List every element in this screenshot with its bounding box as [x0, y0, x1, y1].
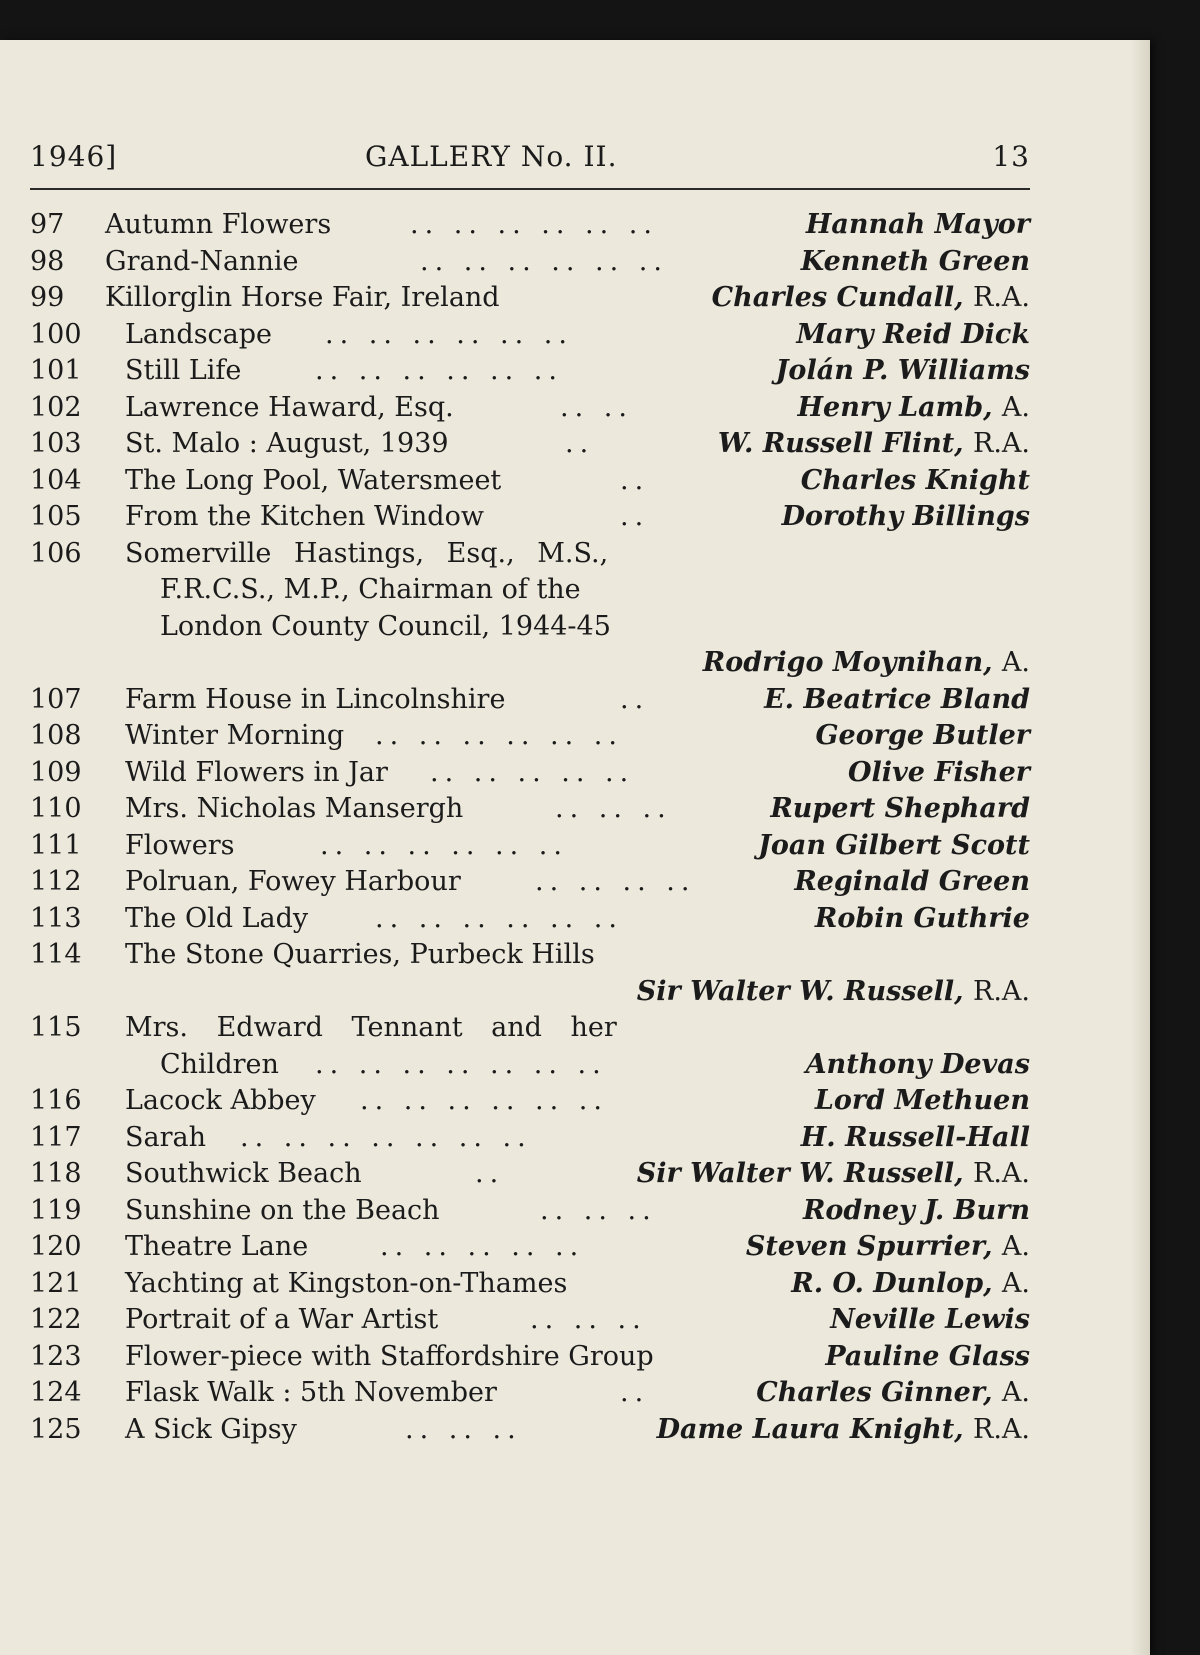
list-item [30, 1339, 1030, 1376]
dot-leader: .. .. .. .. .. [430, 756, 635, 788]
entry-title: Sunshine on the Beach [125, 1194, 440, 1226]
entry-number: 117 [30, 1121, 82, 1153]
entry-number: 103 [30, 428, 82, 459]
entry-artist: Dorothy Billings [781, 501, 1030, 532]
dot-leader: .. .. .. .. .. .. [375, 720, 623, 751]
entry-number: 119 [30, 1194, 82, 1226]
dot-leader: .. .. [560, 391, 633, 423]
entry-number: 121 [30, 1267, 82, 1299]
entry-artist: Sir Walter W. Russell, R.A. [636, 975, 1030, 1007]
entry-number: 97 [30, 209, 65, 240]
entry-number: 101 [30, 355, 82, 386]
entry-artist: Charles Knight [800, 464, 1030, 496]
entry-title: St. Malo : August, 1939 [125, 428, 449, 459]
header-year: 1946] [30, 140, 118, 173]
entry-number: 102 [30, 391, 82, 423]
entry-title-continued: F.R.C.S., M.P., Chairman of the [160, 574, 581, 605]
entry-number: 98 [30, 245, 65, 277]
entry-artist: R. O. Dunlop, A. [791, 1267, 1030, 1299]
entry-number: 106 [30, 537, 82, 569]
entry-artist: Mary Reid Dick [796, 318, 1030, 350]
entry-number: 112 [30, 866, 82, 897]
entry-number: 113 [30, 902, 82, 934]
entry-title: Lacock Abbey [125, 1085, 316, 1116]
dot-leader: .. .. .. [540, 1194, 657, 1226]
entry-title: Lawrence Haward, Esq. [125, 391, 454, 423]
entry-artist: Henry Lamb, A. [797, 391, 1030, 423]
list-item [30, 1302, 1030, 1339]
header-rule [30, 188, 1030, 190]
dot-leader: .. [565, 428, 595, 459]
dot-leader: .. .. .. .. .. .. .. [315, 1048, 607, 1080]
entry-title: Killorglin Horse Fair, Ireland [105, 282, 500, 313]
list-item [30, 244, 1030, 281]
entry-artist: Rupert Shephard [770, 793, 1030, 824]
entry-artist: Sir Walter W. Russell, R.A. [636, 1158, 1030, 1189]
entry-artist: George Butler [815, 720, 1030, 751]
list-item [30, 1193, 1030, 1230]
dot-leader: .. .. .. .. .. [380, 1231, 585, 1262]
entry-title: Winter Morning [125, 720, 345, 751]
entry-artist: Charles Cundall, R.A. [711, 282, 1030, 313]
list-item [30, 1120, 1030, 1157]
entry-number: 114 [30, 939, 82, 970]
list-item [30, 1375, 1030, 1412]
entry-number: 125 [30, 1413, 82, 1445]
dot-leader: .. [475, 1158, 505, 1189]
entry-title: Landscape [125, 318, 273, 350]
entry-artist: Rodrigo Moynihan, A. [702, 647, 1030, 678]
list-item [30, 317, 1030, 354]
page-edge [1130, 40, 1150, 1655]
entry-number: 105 [30, 501, 82, 532]
entry-title: Yachting at Kingston-on-Thames [125, 1267, 568, 1299]
entry-title: Wild Flowers in Jar [125, 756, 388, 788]
list-item [30, 864, 1030, 901]
entry-artist: Jolán P. Williams [775, 355, 1030, 386]
entry-artist: Anthony Devas [805, 1048, 1030, 1080]
entry-artist: Pauline Glass [825, 1340, 1030, 1372]
dot-leader: .. .. .. .. .. .. [360, 1085, 608, 1116]
list-item [30, 1229, 1030, 1266]
entry-title: Southwick Beach [125, 1158, 362, 1189]
entry-title: Still Life [125, 355, 242, 386]
list-item [30, 828, 1030, 865]
list-item [30, 682, 1030, 719]
entry-artist: Dame Laura Knight, R.A. [656, 1413, 1030, 1445]
list-item-continuation [30, 645, 1030, 682]
entry-title: The Long Pool, Watersmeet [125, 464, 502, 496]
list-item [30, 280, 1030, 317]
entry-number: 100 [30, 318, 82, 350]
entry-title: From the Kitchen Window [125, 501, 484, 532]
entry-artist: Steven Spurrier, A. [745, 1231, 1030, 1262]
entry-artist: W. Russell Flint, R.A. [717, 428, 1030, 459]
list-item [30, 1083, 1030, 1120]
entry-title: Flask Walk : 5th November [125, 1377, 497, 1408]
entry-number: 108 [30, 720, 82, 751]
entry-artist: Charles Ginner, A. [756, 1377, 1030, 1408]
list-item-continuation [30, 609, 1030, 646]
entry-title: The Old Lady [125, 902, 309, 934]
dot-leader: .. [620, 464, 650, 496]
dot-leader: .. .. .. .. [535, 866, 696, 897]
entry-artist: Neville Lewis [830, 1304, 1030, 1335]
entry-title-continued: London County Council, 1944-45 [160, 610, 611, 642]
list-item-continuation [30, 1047, 1030, 1084]
list-item [30, 390, 1030, 427]
entry-title: Somerville Hastings, Esq., M.S., [125, 537, 609, 569]
entry-artist: Lord Methuen [814, 1085, 1030, 1116]
entry-title: Theatre Lane [125, 1231, 309, 1262]
entry-number: 123 [30, 1340, 82, 1372]
entry-title: Flowers [125, 829, 235, 861]
entry-number: 111 [30, 829, 82, 861]
list-item [30, 937, 1030, 974]
entry-number: 118 [30, 1158, 82, 1189]
entry-number: 104 [30, 464, 82, 496]
entry-artist: Kenneth Green [800, 245, 1030, 277]
dot-leader: .. .. .. [555, 793, 672, 824]
entry-artist: H. Russell-Hall [800, 1121, 1030, 1153]
dot-leader: .. .. .. .. .. .. [410, 209, 658, 240]
running-head [30, 140, 1030, 180]
entry-list [30, 207, 1030, 1448]
entry-title: The Stone Quarries, Purbeck Hills [125, 939, 595, 970]
page-title: GALLERY No. II. [365, 140, 618, 173]
entry-title-continued: Children [160, 1048, 279, 1080]
catalogue-page [0, 40, 1150, 1655]
entry-number: 115 [30, 1012, 82, 1043]
entry-number: 124 [30, 1377, 82, 1408]
entry-artist: Reginald Green [794, 866, 1030, 897]
list-item [30, 1266, 1030, 1303]
entry-number: 99 [30, 282, 65, 313]
entry-title: A Sick Gipsy [125, 1413, 297, 1445]
entry-artist: Robin Guthrie [814, 902, 1030, 934]
dot-leader: .. .. .. .. .. .. .. [240, 1121, 532, 1153]
list-item [30, 1010, 1030, 1047]
entry-artist: E. Beatrice Bland [764, 683, 1030, 715]
entry-title: Farm House in Lincolnshire [125, 683, 506, 715]
entry-title: Mrs. Nicholas Mansergh [125, 793, 464, 824]
list-item [30, 463, 1030, 500]
entry-title: Portrait of a War Artist [125, 1304, 439, 1335]
entry-artist: Olive Fisher [848, 756, 1030, 788]
entry-title: Grand-Nannie [105, 245, 299, 277]
dot-leader: .. [620, 501, 650, 532]
dot-leader: .. .. .. .. .. .. [420, 245, 668, 277]
entry-title: Autumn Flowers [105, 209, 332, 240]
dot-leader: .. [620, 683, 650, 715]
entry-number: 109 [30, 756, 82, 788]
entry-artist: Rodney J. Burn [802, 1194, 1030, 1226]
entry-title: Sarah [125, 1121, 206, 1153]
dot-leader: .. .. .. [405, 1413, 522, 1445]
dot-leader: .. .. .. .. .. .. [315, 355, 563, 386]
entry-number: 120 [30, 1231, 82, 1262]
entry-number: 116 [30, 1085, 82, 1116]
list-item [30, 499, 1030, 536]
list-item [30, 207, 1030, 244]
dot-leader: .. .. .. .. .. .. [375, 902, 623, 934]
list-item [30, 353, 1030, 390]
entry-title: Mrs. Edward Tennant and her [125, 1012, 617, 1043]
entry-number: 122 [30, 1304, 82, 1335]
list-item [30, 1156, 1030, 1193]
list-item [30, 901, 1030, 938]
page-number: 13 [992, 140, 1030, 173]
list-item [30, 791, 1030, 828]
entry-number: 110 [30, 793, 82, 824]
entry-number: 107 [30, 683, 82, 715]
dot-leader: .. .. .. .. .. .. [320, 829, 568, 861]
entry-title: Flower-piece with Staffordshire Group [125, 1340, 654, 1372]
list-item [30, 755, 1030, 792]
dot-leader: .. .. .. .. .. .. [325, 318, 573, 350]
dot-leader: .. .. .. [530, 1304, 647, 1335]
list-item-continuation [30, 974, 1030, 1011]
entry-title: Polruan, Fowey Harbour [125, 866, 461, 897]
entry-artist: Hannah Mayor [805, 209, 1030, 240]
dot-leader: .. [620, 1377, 650, 1408]
list-item [30, 426, 1030, 463]
list-item [30, 718, 1030, 755]
list-item [30, 536, 1030, 573]
list-item-continuation [30, 572, 1030, 609]
list-item [30, 1412, 1030, 1449]
entry-artist: Joan Gilbert Scott [758, 829, 1030, 861]
